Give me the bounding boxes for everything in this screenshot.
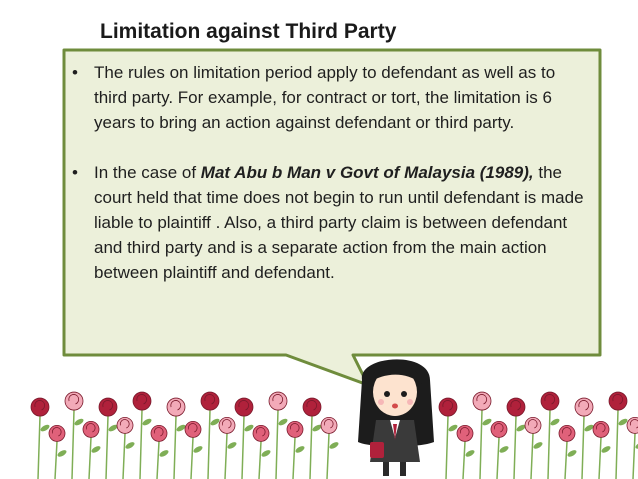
rose-border	[0, 380, 638, 479]
rose-stem	[55, 441, 57, 479]
rose-stem	[140, 410, 142, 479]
rose-stem	[531, 433, 533, 479]
rose-leaf	[498, 445, 509, 454]
rose-leaf	[158, 449, 169, 458]
rose-leaf	[549, 417, 560, 426]
rose-stem	[565, 441, 567, 479]
rose-leaf	[260, 449, 271, 458]
rose-leaf	[192, 445, 203, 454]
rose-leaf	[73, 417, 84, 426]
bullet-mark: •	[72, 163, 78, 182]
rose-leaf	[532, 441, 543, 450]
rose-stem	[446, 416, 448, 479]
rose-stem	[242, 416, 244, 479]
rose-stem	[633, 433, 635, 479]
rose-leaf	[277, 417, 288, 426]
rose-leaf	[90, 445, 101, 454]
rose-leaf	[464, 449, 475, 458]
rose-stem	[225, 433, 227, 479]
rose-leaf	[294, 445, 305, 454]
rose-stem	[123, 433, 125, 479]
bullet-item	[72, 160, 588, 285]
rose-stem	[276, 410, 278, 479]
rose-leaf	[566, 449, 577, 458]
rose-leaf	[141, 417, 152, 426]
rose-leaf	[328, 441, 339, 450]
bullet-text-prefix: In the case of	[94, 163, 201, 182]
rose-stem	[599, 437, 601, 479]
rose-stem	[106, 416, 108, 479]
slide-title: Limitation against Third Party	[100, 20, 397, 43]
rose-leaf	[600, 445, 611, 454]
rose-leaf	[226, 441, 237, 450]
rose-stem	[191, 437, 193, 479]
case-citation: Mat Abu b Man v Govt of Malaysia (1989),	[200, 163, 534, 182]
bubble-content	[72, 60, 588, 285]
rose-stem	[72, 410, 74, 479]
bullet-text: The rules on limitation period apply to defendant as well as to third party. For example, for contract or tort, the limitation is 6 years to bring an action against defendant or third party.	[94, 63, 556, 132]
rose-stem	[463, 441, 465, 479]
rose-stem	[89, 437, 91, 479]
cartoon-girl-illustration	[350, 350, 440, 479]
bullet-text-suffix: the court held that time does not begin to run until defendant is made liable to plaintiff . Also, a third party claim is between defendant and third party and is a separate action from the main action between plaintiff and defendant.	[94, 163, 584, 282]
rose-stem	[327, 433, 329, 479]
bullet-mark: •	[72, 63, 78, 82]
rose-leaf	[124, 441, 135, 450]
rose-leaf	[56, 449, 67, 458]
rose-stem	[497, 437, 499, 479]
rose-stem	[38, 416, 40, 479]
rose-stem	[616, 410, 618, 479]
rose-stem	[293, 437, 295, 479]
rose-stem	[582, 416, 584, 479]
rose-stem	[259, 441, 261, 479]
rose-stem	[157, 441, 159, 479]
rose-stem	[548, 410, 550, 479]
rose-stem	[514, 416, 516, 479]
bullet-item	[72, 60, 588, 135]
rose-stem	[310, 416, 312, 479]
rose-stem	[208, 410, 210, 479]
rose-stem	[480, 410, 482, 479]
rose-stem	[174, 416, 176, 479]
rose-leaf	[481, 417, 492, 426]
